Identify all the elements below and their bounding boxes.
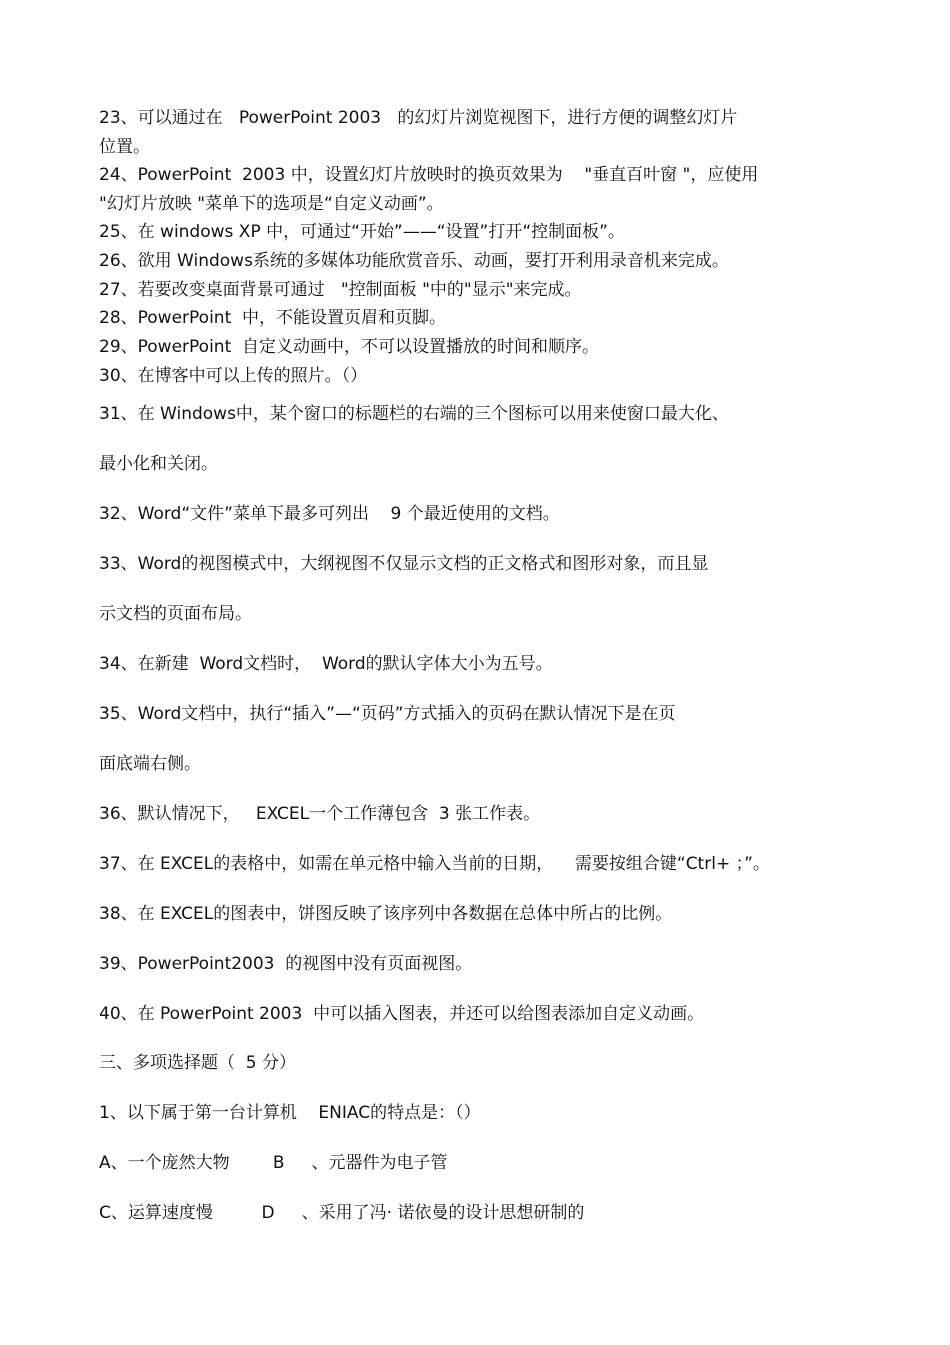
text-line: 30、在博客中可以上传的照片。（） bbox=[99, 366, 368, 386]
text-line: 示文档的页面布局。 bbox=[99, 604, 252, 624]
text-line: 35、Word文档中，执行“插入”—“页码”方式插入的页码在默认情况下是在页 bbox=[99, 704, 676, 724]
text-line: 33、Word的视图模式中，大纲视图不仅显示文档的正文格式和图形对象，而且显 bbox=[99, 554, 709, 574]
text-line: 40、在 PowerPoint 2003 中可以插入图表，并还可以给图表添加自定义动画。 bbox=[99, 1004, 705, 1024]
text-line: 36、默认情况下， EXCEL一个工作薄包含 3 张工作表。 bbox=[99, 804, 541, 824]
text-line: 34、在新建 Word文档时， Word的默认字体大小为五号。 bbox=[99, 654, 553, 674]
text-line: 25、在 windows XP 中，可通过“开始”——“设置”打开“控制面板”。 bbox=[99, 222, 625, 242]
text-line: 37、在 EXCEL的表格中，如需在单元格中输入当前的日期， 需要按组合键“Ctrl+ ；”。 bbox=[99, 854, 770, 874]
text-line: 38、在 EXCEL的图表中，饼图反映了该序列中各数据在总体中所占的比例。 bbox=[99, 904, 673, 924]
text-line: 24、PowerPoint 2003 中，设置幻灯片放映时的换页效果为 "垂直百叶窗 "，应使用 bbox=[99, 165, 759, 185]
section-heading: 三、多项选择题（ 5 分） bbox=[99, 1053, 297, 1073]
text-line: 最小化和关闭。 bbox=[99, 454, 218, 474]
option-line: A、一个庞然大物 B 、元器件为电子管 bbox=[99, 1153, 448, 1173]
text-line: 23、可以通过在 PowerPoint 2003 的幻灯片浏览视图下，进行方便的调整幻灯片 bbox=[99, 108, 738, 128]
text-line: 32、Word“文件”菜单下最多可列出 9 个最近使用的文档。 bbox=[99, 504, 560, 524]
text-line: 26、欲用 Windows系统的多媒体功能欣赏音乐、动画，要打开利用录音机来完成。 bbox=[99, 251, 729, 271]
option-line: C、运算速度慢 D 、采用了冯· 诺依曼的设计思想研制的 bbox=[99, 1203, 585, 1223]
text-line: 29、PowerPoint 自定义动画中，不可以设置播放的时间和顺序。 bbox=[99, 337, 600, 357]
text-line: 27、若要改变桌面背景可通过 "控制面板 "中的"显示"来完成。 bbox=[99, 280, 582, 300]
text-line: "幻灯片放映 "菜单下的选项是“自定义动画”。 bbox=[99, 194, 444, 214]
question-line: 1、以下属于第一台计算机 ENIAC的特点是：（） bbox=[99, 1103, 481, 1123]
text-line: 面底端右侧。 bbox=[99, 754, 201, 774]
text-line: 28、PowerPoint 中，不能设置页眉和页脚。 bbox=[99, 308, 447, 328]
text-line: 31、在 Windows中，某个窗口的标题栏的右端的三个图标可以用来使窗口最大化、 bbox=[99, 404, 729, 424]
text-line: 位置。 bbox=[99, 137, 150, 157]
text-line: 39、PowerPoint2003 的视图中没有页面视图。 bbox=[99, 954, 473, 974]
